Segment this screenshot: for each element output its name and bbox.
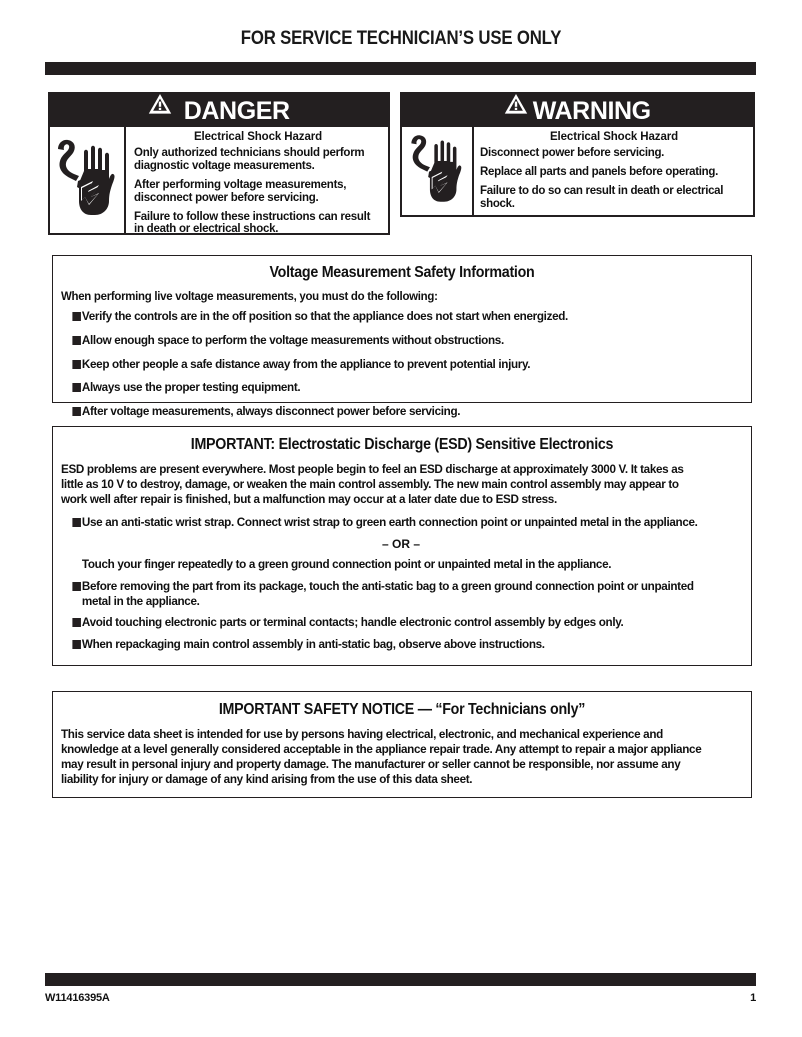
list-item <box>61 357 707 372</box>
list-item <box>61 309 707 324</box>
list-item-text: Touch your finger repeatedly to a green ground connection point or unpainted metal in the appliance. <box>81 557 612 572</box>
square-bullet-icon <box>72 582 81 591</box>
notice-section-title: IMPORTANT SAFETY NOTICE — “For Technicians only” <box>218 701 586 718</box>
notice-paragraph: This service data sheet is intended for use by persons having electrical, electronic, and mechanical experience and knowledge at a level generally considered acceptable in the appliance repair trade. Any attempt to repair a major appliance may result in personal injury and property damage. The manufacturer or seller cannot be responsible, nor assume any liability for injury or damage of any kind arising from the use of this data sheet. <box>61 727 702 787</box>
esd-or-alternative <box>61 557 707 572</box>
warning-triangle-icon <box>148 93 172 127</box>
list-item-text: Keep other people a safe distance away from the appliance to prevent potential injury. <box>81 356 531 371</box>
list-item <box>61 380 707 395</box>
list-item <box>61 579 707 609</box>
warning-header <box>402 94 753 127</box>
page-title: FOR SERVICE TECHNICIAN’S USE ONLY <box>240 27 562 49</box>
voltage-bullet-list <box>61 309 741 419</box>
warning-box <box>400 92 755 217</box>
voltage-safety-section <box>52 255 752 418</box>
warning-body <box>402 127 753 215</box>
square-bullet-icon <box>72 640 81 649</box>
danger-body <box>50 127 388 236</box>
esd-section-title: IMPORTANT: Electrostatic Discharge (ESD) Sensitive Electronics <box>190 436 614 453</box>
list-item-text: Always use the proper testing equipment. <box>81 380 301 395</box>
danger-line-2: After performing voltage measurements, disconnect power before servicing. <box>134 178 347 204</box>
warning-line-3: Failure to do so can result in death or electrical shock. <box>480 184 724 210</box>
or-separator: – OR – <box>381 537 420 552</box>
danger-box <box>48 92 390 235</box>
list-item-text: Avoid touching electronic parts or terminal contacts; handle electronic control assembly by edges only. <box>81 615 624 630</box>
warning-line-2: Replace all parts and panels before operating. <box>480 165 718 178</box>
square-bullet-icon <box>72 360 81 369</box>
danger-hazard-title: Electrical Shock Hazard <box>193 131 323 143</box>
warning-line-1: Disconnect power before servicing. <box>480 147 665 159</box>
list-item <box>61 637 707 652</box>
danger-line-1: Only authorized technicians should perform diagnostic voltage measurements. <box>134 147 365 172</box>
square-bullet-icon <box>72 618 81 627</box>
list-item <box>61 515 707 530</box>
danger-line-3: Failure to follow these instructions can result in death or electrical shock. <box>134 210 371 236</box>
part-number: W11416395A <box>45 992 110 1004</box>
list-item <box>61 615 707 630</box>
header-rule-bar <box>45 62 756 75</box>
list-item-text: Allow enough space to perform the voltage measurements without obstructions. <box>81 332 504 347</box>
danger-text-cell <box>126 127 388 236</box>
square-bullet-icon <box>72 518 81 527</box>
electrical-shock-hand-icon <box>407 131 467 212</box>
esd-bullet-list <box>61 515 741 652</box>
esd-section <box>52 426 752 666</box>
list-item <box>61 333 707 348</box>
square-bullet-icon <box>72 407 81 416</box>
voltage-section-title: Voltage Measurement Safety Information <box>269 264 535 281</box>
danger-hazard-icon-cell <box>50 127 126 233</box>
list-item-text: Verify the controls are in the off position so that the appliance does not start when energized. <box>81 309 568 323</box>
list-item <box>61 404 707 419</box>
list-item-text: After voltage measurements, always disconnect power before servicing. <box>81 404 461 418</box>
warning-text-cell <box>474 127 753 215</box>
list-item-text: Before removing the part from its package, touch the anti-static bag to a green ground connection point or unpainted metal in the appliance. <box>81 578 694 608</box>
warning-signal-word: WARNING <box>532 96 651 125</box>
voltage-section-lead: When performing live voltage measurements, you must do the following: <box>61 289 438 303</box>
list-item-text: When repackaging main control assembly in anti-static bag, observe above instructions. <box>81 637 545 652</box>
esd-paragraph: ESD problems are present everywhere. Most people begin to feel an ESD discharge at approximately 3000 V. It takes as little as 10 V to destroy, damage, or weaken the main control assembly. The new main control assembly may appear to work well after repair is finished, but a malfunction may occur at a later date due to ESD stress. <box>61 462 684 507</box>
warning-hazard-icon-cell <box>402 127 474 215</box>
warning-hazard-title: Electrical Shock Hazard <box>549 131 679 143</box>
electrical-shock-hand-icon <box>55 135 119 226</box>
danger-header <box>50 94 388 127</box>
square-bullet-icon <box>72 336 81 345</box>
danger-signal-word: DANGER <box>183 96 290 125</box>
list-item-text: Use an anti-static wrist strap. Connect wrist strap to green earth connection point or unpainted metal in the appliance. <box>81 515 698 530</box>
warning-triangle-icon <box>504 93 528 127</box>
square-bullet-icon <box>72 312 81 321</box>
footer-rule-bar <box>45 973 756 986</box>
footer <box>45 992 756 1004</box>
page-number: 1 <box>750 992 756 1004</box>
safety-notice-section <box>52 691 752 798</box>
square-bullet-icon <box>72 383 81 392</box>
